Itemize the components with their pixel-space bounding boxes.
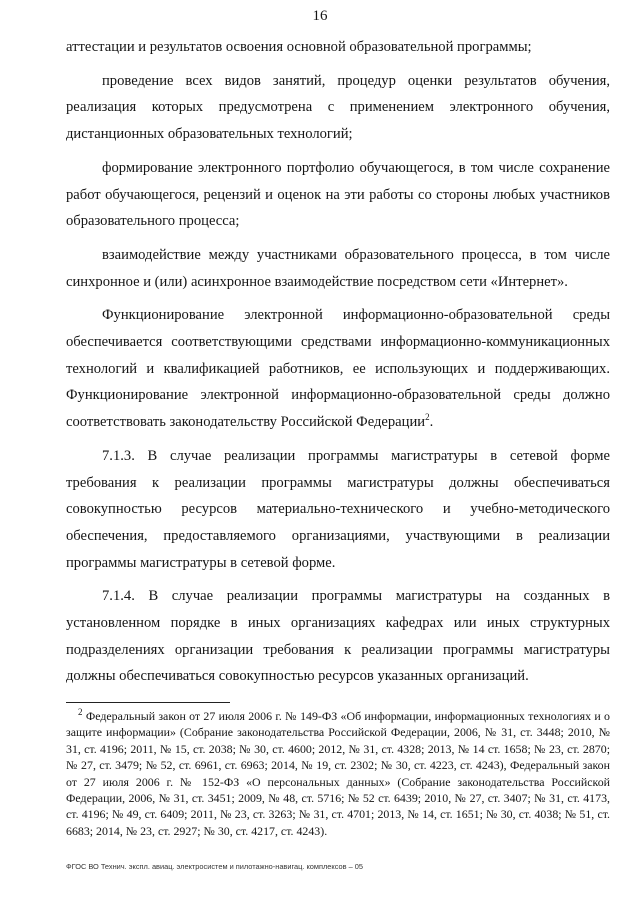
paragraph: формирование электронного портфолио обучающегося, в том числе сохранение работ обучающегося, рецензий и оценок на эти работы со стороны любых участников образовательного процесса; [66, 159, 610, 230]
footnote [66, 708, 610, 839]
paragraph-text: Функционирование электронной информационно-образовательной среды обеспечивается соответствующими средствами информационно-коммуникационных технологий и квалификацией работников, ее использующих и поддерживающих. Функционирование электронной информационно-образовательной среды должно соответствовать законодательству Российской Федерации [66, 307, 610, 431]
body-text [66, 34, 610, 690]
paragraph-continuation: аттестации и результатов освоения основной образовательной программы; [66, 39, 532, 55]
footnote-marker: 2 [78, 707, 83, 718]
document-footer: ФГОС ВО Технич. экспл. авиац. электросистем и пилотажно-навигац. комплексов – 05 [66, 862, 363, 871]
paragraph-with-footnote: Функционирование электронной информационно-образовательной среды обеспечивается соответствующими средствами информационно-коммуникационных технологий и квалификацией работников, ее использующих и поддерживающих. Функционирование электронной информационно-образовательной среды должно соответствовать законодательству Российской Федерации$^2$. [66, 307, 610, 431]
paragraph: проведение всех видов занятий, процедур оценки результатов обучения, реализация которых предусмотрена с применением электронного обучения, дистанционных образовательных технологий; [66, 72, 610, 143]
paragraph: взаимодействие между участниками образовательного процесса, в том числе синхронное и (или) асинхронное взаимодействие посредством сети «Интернет». [66, 246, 610, 290]
section-7-1-4: 7.1.4. В случае реализации программы магистратуры на созданных в установленном порядке в иных организациях кафедрах или иных структурных подразделениях организации требования к реализации программы магистратуры должны обеспечиваться совокупностью ресурсов указанных организаций. [66, 588, 610, 685]
footnote-reference: 2 [425, 412, 430, 423]
footnote-text: Федеральный закон от 27 июля 2006 г. № 149-ФЗ «Об информации, информационных технологиях и о защите информации» (Собрание законодательства Российской Федерации, 2006, № 31, ст. 3448; 2010, № 31, ст. 4196; 2011, № 15, ст. 2038; № 30, ст. 4600; 2012, № 31, ст. 4328; 2013, № 14 ст. 1658; № 23, ст. 2870; № 27, ст. 3479; № 52, ст. 6961, ст. 6963; 2014, № 19, ст. 2302; № 30, ст. 4223, ст. 4243), Федеральный закон от 27 июля 2006 г. № 152-ФЗ «О персональных данных» (Собрание законодательства Российской Федерации, 2006, № 31, ст. 3451; 2009, № 48, ст. 5716; № 52 ст. 6439; 2010, № 27, ст. 3407; № 31, ст. 4173, ст. 4196; № 49, ст. 6409; 2011, № 23, ст. 3263; № 31, ст. 4701; 2013, № 14, ст. 1651; № 30, ст. 4038; № 51, ст. 6683; 2014, № 23, ст. 2927; № 30, ст. 4217, ст. 4243). [66, 709, 610, 838]
page-number: 16 [312, 8, 328, 24]
section-7-1-3: 7.1.3. В случае реализации программы магистратуры в сетевой форме требования к реализации программы магистратуры должны обеспечиваться совокупностью ресурсов материально-технического и учебно-методического обеспечения, предоставляемого организациями, участвующими в реализации программы магистратуры в сетевой форме. [66, 447, 610, 571]
footnote-separator [66, 702, 230, 703]
